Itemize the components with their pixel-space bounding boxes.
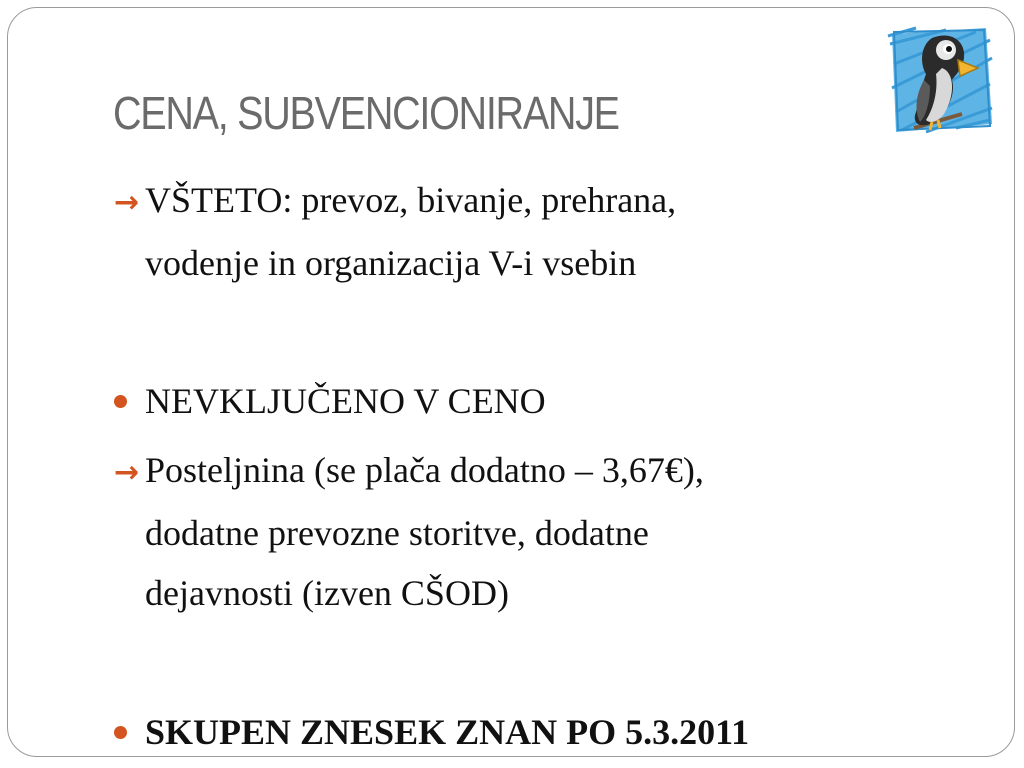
bullet-dot-icon [114, 726, 127, 739]
bullet-included [114, 170, 676, 293]
bullet-text: NEVKLJUČENO V CENO [145, 381, 546, 421]
bird-logo-icon [886, 24, 996, 136]
bullet-dot-icon [114, 395, 127, 408]
arrow-icon: → [114, 455, 140, 490]
bullet-not-included-heading [114, 371, 546, 431]
bullet-line [114, 702, 749, 762]
bullet-text: SKUPEN ZNESEK ZNAN PO 5.3.2011 [145, 712, 750, 752]
bullet-line [114, 170, 676, 233]
bullet-text: VŠTETO: prevoz, bivanje, prehrana, [145, 180, 677, 220]
bullet-line [114, 371, 546, 431]
arrow-icon: → [114, 185, 140, 220]
bullet-line: dejavnosti (izven CŠOD) [145, 573, 509, 613]
bullet-extras [114, 440, 704, 623]
slide-title: CENA, SUBVENCIONIRANJE [113, 87, 619, 139]
bullet-line: dodatne prevozne storitve, dodatne [145, 513, 649, 553]
bullet-line [114, 440, 704, 503]
bullet-line: vodenje in organizacija V-i vsebin [145, 243, 637, 283]
bullet-text: Posteljnina (se plača dodatno – 3,67€), [145, 450, 704, 490]
bullet-total-amount [114, 702, 749, 762]
